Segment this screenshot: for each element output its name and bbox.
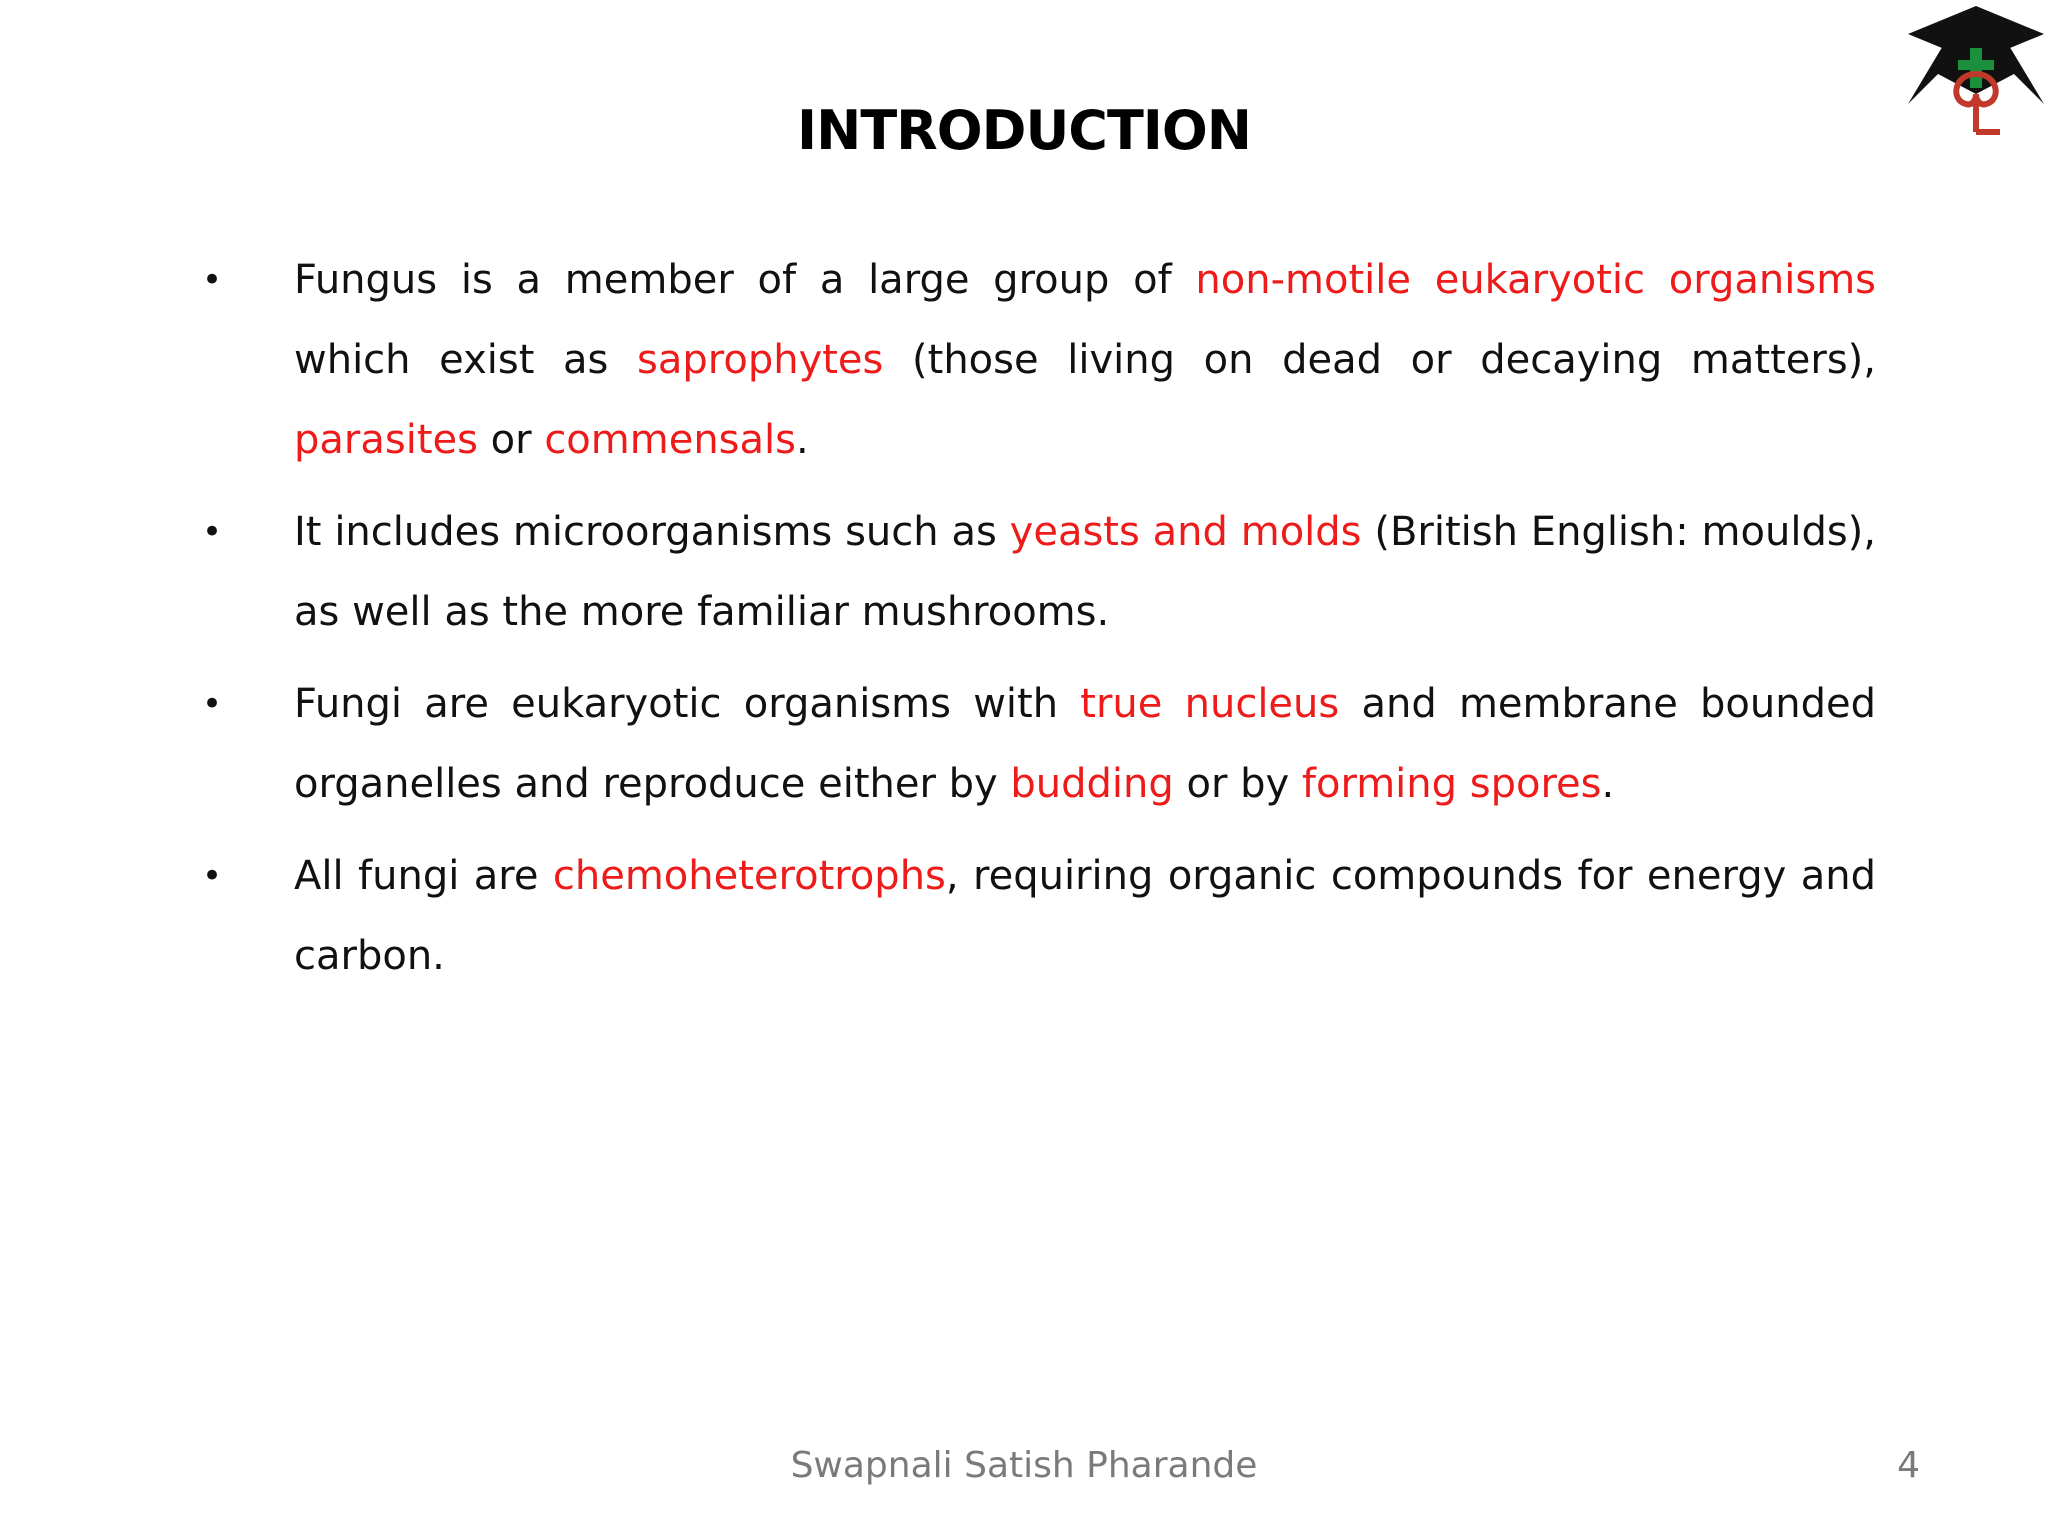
page-number: 4 [1897,1445,1920,1486]
bullet-text-4 [294,836,1876,996]
highlight-segment: commensals [544,417,796,463]
text-segment: All fungi are [294,853,553,899]
bullet-item-1 [190,240,1876,480]
text-segment: Fungus is a member of a large group of [294,257,1196,303]
text-segment: or [477,417,545,463]
footer-author: Swapnali Satish Pharande [790,1445,1258,1486]
text-segment: , requiring organic compounds for energy and carbon. [294,853,1876,979]
highlight-segment: parasites [294,417,478,463]
text-segment: or by [1173,761,1302,807]
text-segment: Fungi are eukaryotic organisms with [294,681,1081,727]
bullet-item-3 [190,664,1876,824]
bullet-marker: • [202,684,223,724]
text-segment: . [1601,761,1615,807]
bullet-marker: • [202,260,223,300]
text-segment: It includes microorganisms such as [294,509,1010,555]
text-segment: (those living on dead or decaying matters), [883,337,1876,383]
text-segment: (British English: moulds), as well as the more familiar mushrooms. [294,509,1876,635]
bullet-marker: • [202,856,223,896]
highlight-segment: non-motile eukaryotic organisms [1195,257,1876,303]
bullet-text-3 [294,664,1876,824]
highlight-segment: forming spores [1301,761,1602,807]
highlight-segment: yeasts and molds [1009,509,1362,555]
text-segment: . [795,417,809,463]
highlight-segment: saprophytes [637,337,884,383]
highlight-segment: true nucleus [1080,681,1340,727]
slide-title: INTRODUCTION [797,99,1251,162]
bullet-text-1 [294,240,1876,480]
bullet-text-2 [294,492,1876,652]
text-segment: and membrane bounded organelles and reproduce either by [294,681,1876,807]
highlight-segment: chemoheterotrophs [552,853,946,899]
bullet-item-2 [190,492,1876,652]
highlight-segment: budding [1010,761,1174,807]
bullet-marker: • [202,512,223,552]
bullet-list [190,240,1876,1008]
text-segment: which exist as [294,337,638,383]
bullet-item-4 [190,836,1876,996]
